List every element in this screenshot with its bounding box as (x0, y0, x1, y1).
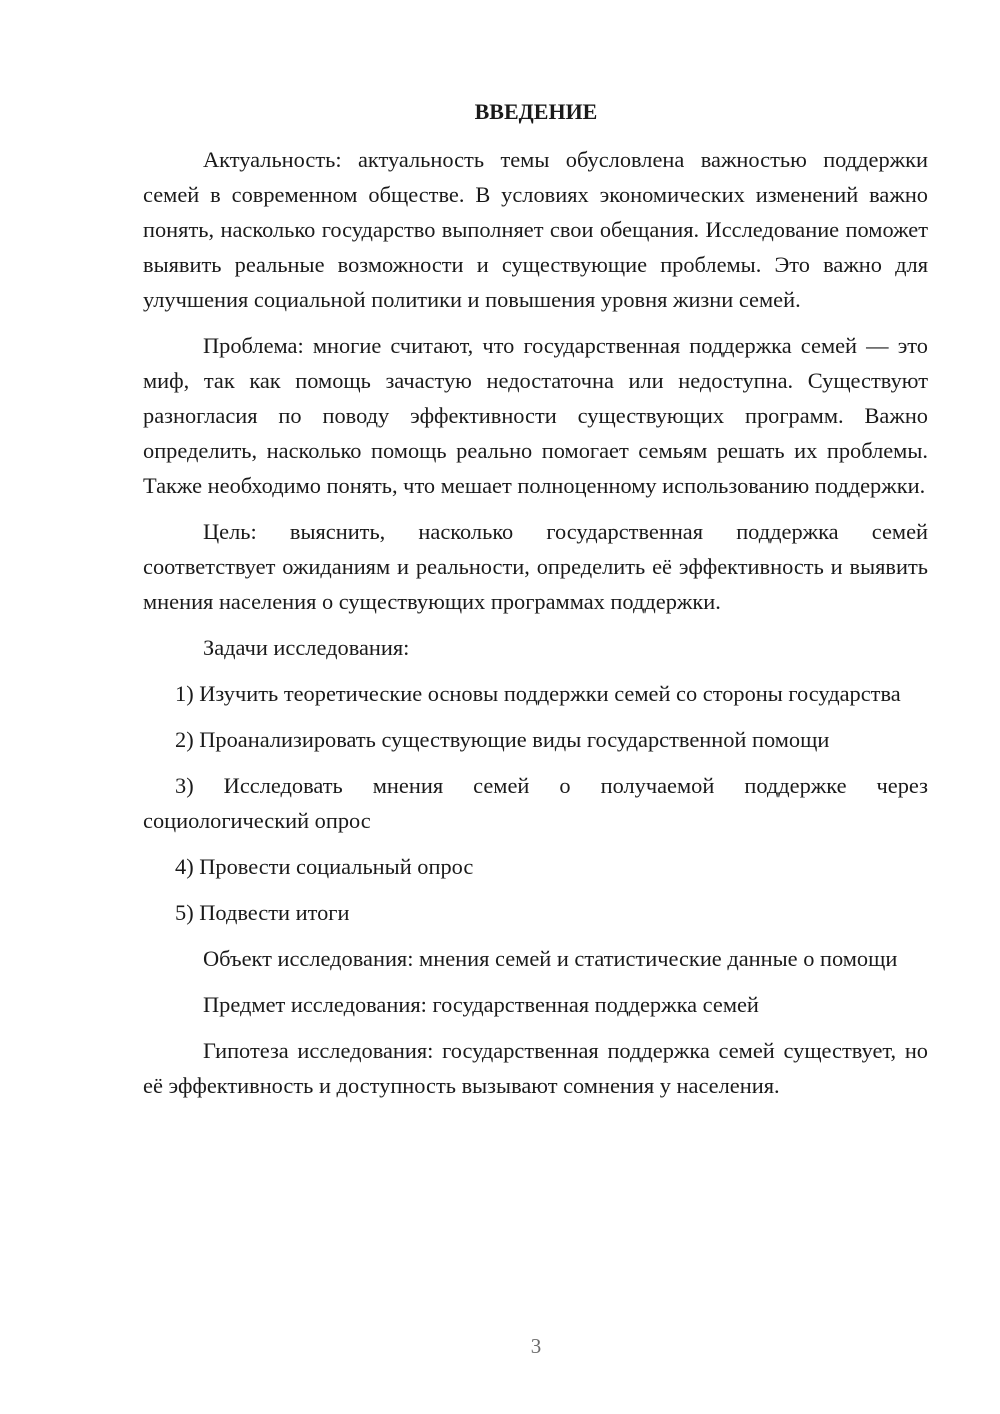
task-item-4: 4) Провести социальный опрос (175, 854, 474, 879)
page-number: 3 (530, 1334, 542, 1358)
problem-paragraph: Проблема: многие считают, что государственная поддержка семей — это миф, так как помощь зачастую недостаточна или недоступна. Существуют разногласия по поводу эффективности существующих программ. Важно определить, насколько помощь реально помогает семьям решать их проблемы. Также необходимо понять, что мешает полноценному использованию поддержки. (143, 333, 928, 498)
relevance-paragraph: Актуальность: актуальность темы обусловлена важностью поддержки семей в современном обществе. В условиях экономических изменений важно понять, насколько государство выполняет свои обещания. Исследование поможет выявить реальные возможности и существующие проблемы. Это важно для улучшения социальной политики и повышения уровня жизни семей. (143, 147, 928, 312)
research-object-paragraph: Объект исследования: мнения семей и статистические данные о помощи (203, 946, 898, 971)
tasks-heading: Задачи исследования: (203, 635, 410, 660)
page-content (143, 94, 928, 1114)
section-title: ВВЕДЕНИЕ (474, 99, 598, 124)
research-subject-paragraph: Предмет исследования: государственная поддержка семей (203, 992, 759, 1017)
hypothesis-paragraph: Гипотеза исследования: государственная поддержка семей существует, но её эффективность и доступность вызывают сомнения у населения. (143, 1038, 928, 1098)
task-item-1: 1) Изучить теоретические основы поддержки семей со стороны государства (175, 681, 901, 706)
task-item-3: 3) Исследовать мнения семей о получаемой поддержке через социологический опрос (143, 773, 928, 833)
goal-paragraph: Цель: выяснить, насколько государственная поддержка семей соответствует ожиданиям и реальности, определить её эффективность и выявить мнения населения о существующих программах поддержки. (143, 519, 928, 614)
task-item-2: 2) Проанализировать существующие виды государственной помощи (175, 727, 830, 752)
task-item-5: 5) Подвести итоги (175, 900, 350, 925)
